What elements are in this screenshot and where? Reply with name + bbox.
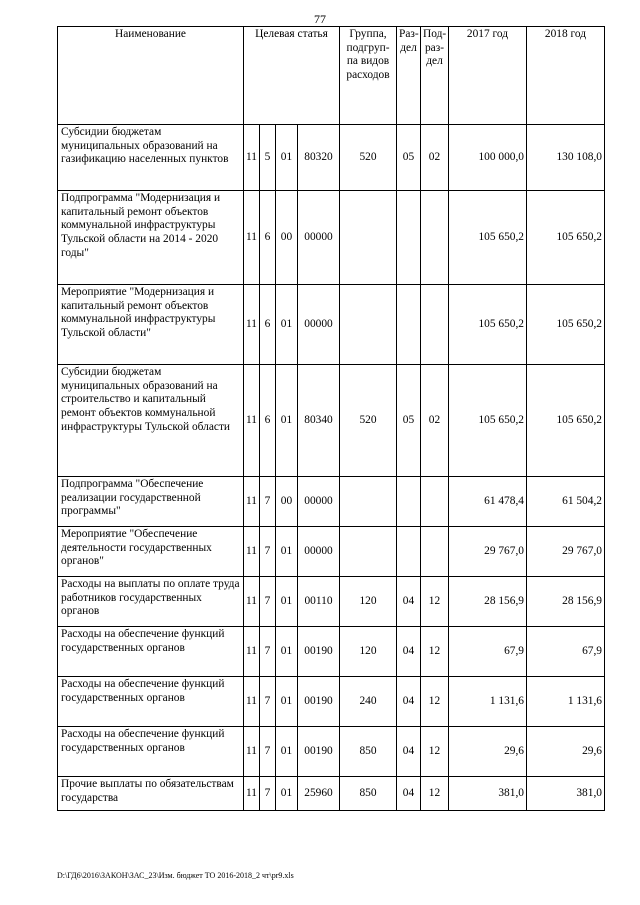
table-row	[58, 285, 605, 365]
section-code: 05	[397, 125, 421, 191]
row-name: Расходы на обеспечение функций государственных органов	[58, 627, 244, 677]
table-row	[58, 777, 605, 811]
amount-2018: 130 108,0	[527, 125, 605, 191]
expense-group	[340, 285, 397, 365]
subsection-code	[421, 477, 449, 527]
target-code-1: 11	[244, 527, 260, 577]
expense-group: 850	[340, 777, 397, 811]
target-code-2: 7	[260, 477, 276, 527]
expense-group: 120	[340, 627, 397, 677]
target-code-4: 00110	[298, 577, 340, 627]
amount-2017: 1 131,6	[449, 677, 527, 727]
table-row	[58, 477, 605, 527]
table-row	[58, 365, 605, 477]
amount-2018: 381,0	[527, 777, 605, 811]
section-code: 04	[397, 577, 421, 627]
target-code-2: 7	[260, 577, 276, 627]
section-code: 04	[397, 777, 421, 811]
subsection-code: 12	[421, 627, 449, 677]
target-code-3: 01	[276, 125, 298, 191]
footer-file-path: D:\ГД6\2016\ЗАКОН\ЗАС_23\Изм. бюджет ТО 2016-2018_2 чт\pr9.xls	[57, 871, 294, 880]
target-code-1: 11	[244, 577, 260, 627]
target-code-1: 11	[244, 777, 260, 811]
target-code-4: 00190	[298, 677, 340, 727]
target-code-4: 00000	[298, 285, 340, 365]
row-name: Мероприятие "Модернизация и капитальный ремонт объектов коммунальной инфраструктуры Тульской области"	[58, 285, 244, 365]
section-code: 04	[397, 677, 421, 727]
header-2017: 2017 год	[449, 27, 527, 125]
section-code: 04	[397, 627, 421, 677]
subsection-code: 12	[421, 677, 449, 727]
target-code-1: 11	[244, 365, 260, 477]
target-code-3: 01	[276, 527, 298, 577]
budget-table	[57, 26, 605, 811]
table-row	[58, 627, 605, 677]
target-code-1: 11	[244, 285, 260, 365]
header-section: Раз-дел	[397, 27, 421, 125]
target-code-2: 6	[260, 365, 276, 477]
header-2018: 2018 год	[527, 27, 605, 125]
table-row	[58, 677, 605, 727]
amount-2017: 67,9	[449, 627, 527, 677]
expense-group: 240	[340, 677, 397, 727]
amount-2018: 29 767,0	[527, 527, 605, 577]
section-code	[397, 527, 421, 577]
target-code-4: 80340	[298, 365, 340, 477]
target-code-4: 00000	[298, 527, 340, 577]
row-name: Прочие выплаты по обязательствам государства	[58, 777, 244, 811]
target-code-3: 01	[276, 627, 298, 677]
table-row	[58, 577, 605, 627]
row-name: Субсидии бюджетам муниципальных образований на газификацию населенных пунктов	[58, 125, 244, 191]
amount-2018: 105 650,2	[527, 191, 605, 285]
subsection-code	[421, 527, 449, 577]
target-code-3: 01	[276, 285, 298, 365]
row-name: Подпрограмма "Обеспечение реализации государственной программы"	[58, 477, 244, 527]
section-code	[397, 477, 421, 527]
header-subsection: Под-раз-дел	[421, 27, 449, 125]
row-name: Расходы на обеспечение функций государственных органов	[58, 677, 244, 727]
target-code-3: 01	[276, 577, 298, 627]
table-row	[58, 727, 605, 777]
section-code	[397, 285, 421, 365]
amount-2018: 67,9	[527, 627, 605, 677]
target-code-2: 7	[260, 677, 276, 727]
header-target-article: Целевая статья	[244, 27, 340, 125]
target-code-2: 6	[260, 191, 276, 285]
target-code-3: 01	[276, 677, 298, 727]
amount-2018: 1 131,6	[527, 677, 605, 727]
expense-group: 120	[340, 577, 397, 627]
subsection-code: 02	[421, 125, 449, 191]
target-code-4: 00190	[298, 627, 340, 677]
section-code	[397, 191, 421, 285]
table-row	[58, 191, 605, 285]
target-code-4: 00190	[298, 727, 340, 777]
target-code-3: 00	[276, 191, 298, 285]
amount-2017: 381,0	[449, 777, 527, 811]
amount-2018: 29,6	[527, 727, 605, 777]
row-name: Субсидии бюджетам муниципальных образований на строительство и капитальный ремонт объектов коммунальной инфраструктуры Тульской области	[58, 365, 244, 477]
expense-group: 850	[340, 727, 397, 777]
section-code: 04	[397, 727, 421, 777]
subsection-code: 12	[421, 727, 449, 777]
target-code-1: 11	[244, 677, 260, 727]
page-number: 77	[314, 12, 326, 26]
section-code: 05	[397, 365, 421, 477]
subsection-code: 12	[421, 777, 449, 811]
target-code-2: 7	[260, 627, 276, 677]
subsection-code: 02	[421, 365, 449, 477]
amount-2017: 29 767,0	[449, 527, 527, 577]
target-code-4: 00000	[298, 477, 340, 527]
target-code-4: 00000	[298, 191, 340, 285]
header-expense-group: Группа, подгруп-па видов расходов	[340, 27, 397, 125]
target-code-2: 7	[260, 527, 276, 577]
target-code-1: 11	[244, 191, 260, 285]
target-code-2: 7	[260, 727, 276, 777]
amount-2017: 28 156,9	[449, 577, 527, 627]
table-row	[58, 527, 605, 577]
target-code-1: 11	[244, 477, 260, 527]
table-row	[58, 125, 605, 191]
amount-2017: 105 650,2	[449, 285, 527, 365]
subsection-code: 12	[421, 577, 449, 627]
expense-group: 520	[340, 125, 397, 191]
amount-2018: 105 650,2	[527, 285, 605, 365]
target-code-1: 11	[244, 727, 260, 777]
target-code-1: 11	[244, 125, 260, 191]
target-code-1: 11	[244, 627, 260, 677]
header-name: Наименование	[58, 27, 244, 125]
target-code-3: 01	[276, 727, 298, 777]
row-name: Расходы на обеспечение функций государственных органов	[58, 727, 244, 777]
expense-group	[340, 477, 397, 527]
target-code-2: 5	[260, 125, 276, 191]
target-code-3: 00	[276, 477, 298, 527]
row-name: Подпрограмма "Модернизация и капитальный ремонт объектов коммунальной инфраструктуры Тульской области на 2014 - 2020 годы"	[58, 191, 244, 285]
target-code-2: 7	[260, 777, 276, 811]
amount-2017: 100 000,0	[449, 125, 527, 191]
expense-group: 520	[340, 365, 397, 477]
amount-2018: 28 156,9	[527, 577, 605, 627]
table-header-row	[58, 27, 605, 125]
target-code-4: 80320	[298, 125, 340, 191]
target-code-4: 25960	[298, 777, 340, 811]
target-code-3: 01	[276, 777, 298, 811]
amount-2017: 61 478,4	[449, 477, 527, 527]
subsection-code	[421, 285, 449, 365]
amount-2018: 105 650,2	[527, 365, 605, 477]
row-name: Расходы на выплаты по оплате труда работников государственных органов	[58, 577, 244, 627]
row-name: Мероприятие "Обеспечение деятельности государственных органов"	[58, 527, 244, 577]
target-code-3: 01	[276, 365, 298, 477]
expense-group	[340, 191, 397, 285]
amount-2017: 29,6	[449, 727, 527, 777]
amount-2017: 105 650,2	[449, 365, 527, 477]
amount-2018: 61 504,2	[527, 477, 605, 527]
target-code-2: 6	[260, 285, 276, 365]
amount-2017: 105 650,2	[449, 191, 527, 285]
subsection-code	[421, 191, 449, 285]
expense-group	[340, 527, 397, 577]
